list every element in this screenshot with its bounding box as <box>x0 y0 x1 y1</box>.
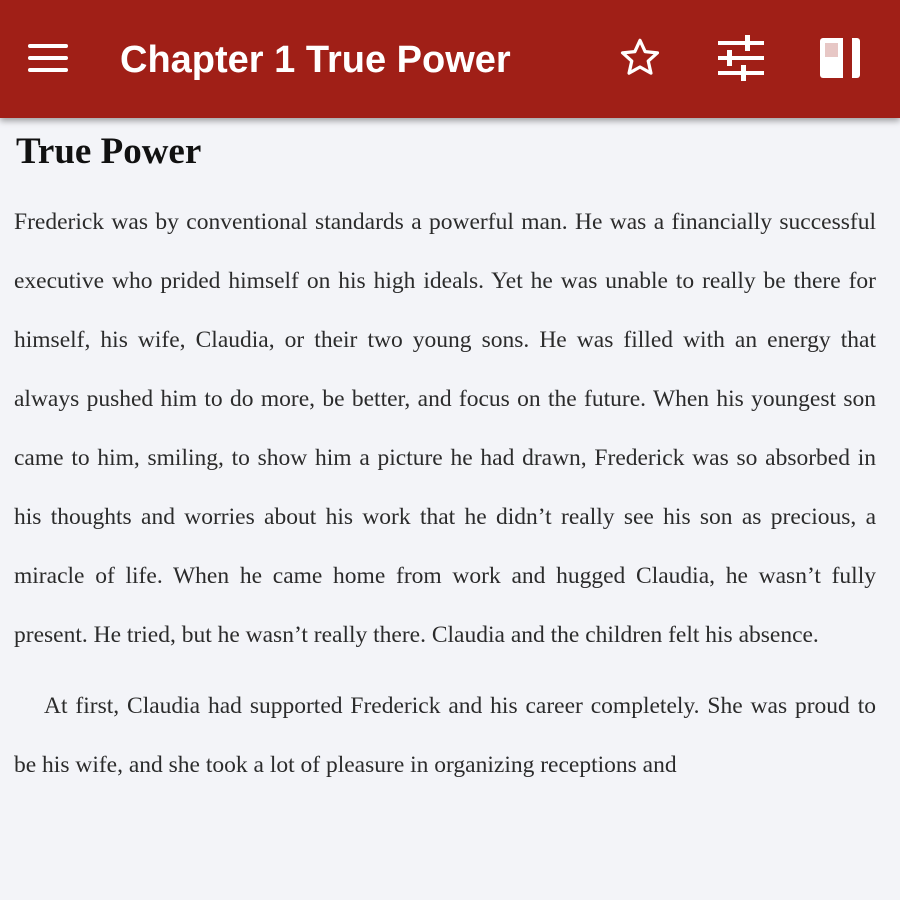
menu-icon <box>24 34 72 82</box>
tune-sliders-icon <box>715 32 767 84</box>
reading-settings-button[interactable] <box>713 30 769 86</box>
app-toolbar <box>0 0 900 118</box>
bookmark-star-button[interactable] <box>612 30 668 86</box>
book-icon <box>817 35 863 81</box>
paragraph: Frederick was by conventional standards a powerful man. He was a financially successful executive who prided himself on his high ideals. Yet he was unable to really be there for himself, his wife, Claudia, or their two young sons. He was filled with an energy that always pushed him to do more, be better, and focus on the future. When his youngest son came to him, smiling, to show him a picture he had drawn, Frederick was so absorbed in his thoughts and worries about his work that he didn’t really see his son as precious, a miracle of life. When he came home from work and hugged Claudia, he wasn’t fully present. He tried, but he wasn’t really there. Claudia and the children felt his absence. <box>14 209 876 648</box>
chapter-title: Chapter 1 True Power <box>120 39 511 81</box>
chapter-heading: True Power <box>16 131 202 172</box>
paragraph: At first, Claudia had supported Frederick and his career completely. She was proud to be his wife, and she took a lot of pleasure in organizing receptions and <box>14 693 876 778</box>
menu-button[interactable] <box>20 30 76 86</box>
chapter-content <box>14 118 876 795</box>
star-outline-icon <box>617 35 663 81</box>
table-of-contents-button[interactable] <box>812 30 868 86</box>
